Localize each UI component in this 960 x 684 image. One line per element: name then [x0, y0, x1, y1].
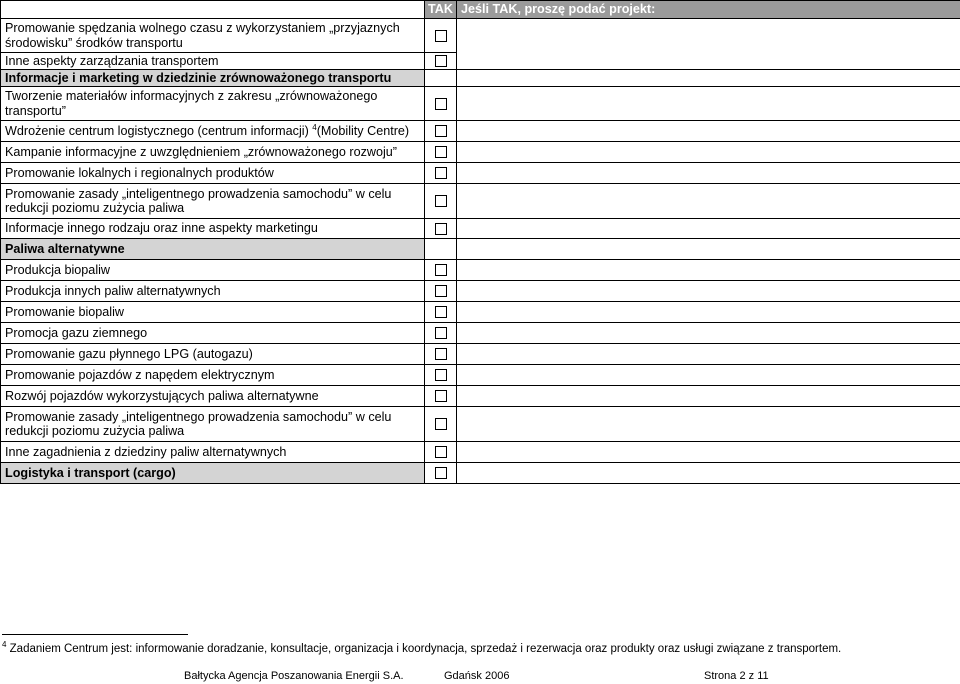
footnote [2, 642, 841, 656]
row-label [1, 184, 425, 219]
table-row [1, 87, 960, 121]
row-label-text: Promowanie pojazdów z napędem elektrycznym [5, 367, 275, 382]
tak-checkbox[interactable] [435, 223, 447, 235]
row-label [1, 442, 425, 463]
row-label [1, 87, 425, 121]
row-label-suffix: (Mobility Centre) [316, 123, 410, 138]
tak-checkbox[interactable] [435, 467, 447, 479]
project-input-cell[interactable] [457, 163, 960, 184]
section-label [1, 463, 425, 484]
tak-cell [425, 281, 457, 302]
footer-city-year: Gdańsk 2006 [444, 670, 510, 682]
table-row [1, 442, 960, 463]
project-input-cell[interactable] [457, 184, 960, 219]
row-label-text: Promowanie spędzania wolnego czasu z wykorzystaniem „przyjaznych środowisku” środków transportu [5, 21, 400, 50]
row-label-text: Paliwa alternatywne [5, 241, 125, 256]
tak-cell [425, 19, 457, 53]
row-label [1, 302, 425, 323]
row-label [1, 323, 425, 344]
tak-cell [425, 442, 457, 463]
footnote-separator [2, 634, 188, 635]
footnote-number: 4 [2, 640, 7, 649]
tak-cell [425, 344, 457, 365]
footer-organization: Bałtycka Agencja Poszanowania Energii S.A. [184, 670, 404, 682]
tak-cell [425, 302, 457, 323]
table-row [1, 19, 960, 53]
row-label-text: Inne aspekty zarządzania transportem [5, 53, 219, 68]
row-label-text: Produkcja innych paliw alternatywnych [5, 283, 221, 298]
tak-checkbox[interactable] [435, 369, 447, 381]
row-label [1, 281, 425, 302]
row-label-text: Promowanie biopaliw [5, 304, 125, 319]
table-row [1, 323, 960, 344]
table-row [1, 407, 960, 442]
row-label-text: Produkcja biopaliw [5, 262, 111, 277]
table-row [1, 365, 960, 386]
tak-cell [425, 121, 457, 142]
project-input-cell[interactable] [457, 19, 960, 70]
project-input-cell[interactable] [457, 121, 960, 142]
tak-cell [425, 260, 457, 281]
tak-cell [425, 386, 457, 407]
table-row [1, 121, 960, 142]
project-input-cell[interactable] [457, 365, 960, 386]
project-input-cell[interactable] [457, 87, 960, 121]
tak-checkbox[interactable] [435, 348, 447, 360]
tak-checkbox[interactable] [435, 55, 447, 67]
table-row [1, 163, 960, 184]
tak-checkbox[interactable] [435, 125, 447, 137]
project-input-cell[interactable] [457, 442, 960, 463]
table-row [1, 184, 960, 219]
row-label-text: Promowanie lokalnych i regionalnych produktów [5, 165, 274, 180]
row-label [1, 260, 425, 281]
section-row [1, 463, 960, 484]
row-label [1, 344, 425, 365]
footer-page-number: Strona 2 z 11 [704, 670, 769, 682]
section-label [1, 239, 425, 260]
tak-checkbox[interactable] [435, 30, 447, 42]
row-label [1, 163, 425, 184]
row-label-text: Promowanie zasady „inteligentnego prowadzenia samochodu” w celu redukcji poziomu zużycia paliwa [5, 186, 392, 215]
row-label-text: Rozwój pojazdów wykorzystujących paliwa alternatywne [5, 388, 319, 403]
row-label-text: Inne zagadnienia z dziedziny paliw alternatywnych [5, 444, 287, 459]
project-input-cell[interactable] [457, 463, 960, 484]
tak-cell [425, 53, 457, 70]
project-input-cell[interactable] [457, 323, 960, 344]
row-label-text: Logistyka i transport (cargo) [5, 465, 176, 480]
table-header-row [1, 1, 960, 19]
tak-cell [425, 163, 457, 184]
project-input-cell[interactable] [457, 386, 960, 407]
project-input-cell[interactable] [457, 70, 960, 87]
table-row [1, 302, 960, 323]
tak-checkbox[interactable] [435, 167, 447, 179]
tak-checkbox[interactable] [435, 390, 447, 402]
row-label-text: Tworzenie materiałów informacyjnych z zakresu „zrównoważonego transportu” [5, 89, 378, 118]
table-row [1, 344, 960, 365]
row-label [1, 121, 425, 142]
tak-checkbox[interactable] [435, 285, 447, 297]
table-row [1, 281, 960, 302]
tak-cell [425, 323, 457, 344]
tak-cell [425, 70, 457, 87]
row-label-text: Wdrożenie centrum logistycznego (centrum informacji) [5, 123, 309, 138]
row-label-text: Informacje innego rodzaju oraz inne aspekty marketingu [5, 221, 318, 236]
row-label [1, 365, 425, 386]
row-label-text: Informacje i marketing w dziedzinie zrównoważonego transportu [5, 70, 392, 85]
project-input-cell[interactable] [457, 344, 960, 365]
row-label [1, 219, 425, 239]
row-label [1, 142, 425, 163]
tak-cell [425, 219, 457, 239]
project-input-cell[interactable] [457, 219, 960, 239]
tak-cell [425, 407, 457, 442]
project-input-cell[interactable] [457, 142, 960, 163]
tak-checkbox[interactable] [435, 446, 447, 458]
row-label-text: Promowanie gazu płynnego LPG (autogazu) [5, 346, 253, 361]
project-input-cell[interactable] [457, 239, 960, 260]
section-row [1, 239, 960, 260]
row-label [1, 53, 425, 70]
row-label-text: Promowanie zasady „inteligentnego prowadzenia samochodu” w celu redukcji poziomu zużycia paliwa [5, 409, 392, 438]
tak-cell [425, 87, 457, 121]
row-label [1, 407, 425, 442]
footnote-text: Zadaniem Centrum jest: informowanie doradzanie, konsultacje, organizacja i koordynacja, sprzedaż i rezerwacja oraz produkty oraz usługi związane z transportem. [9, 643, 842, 655]
row-label [1, 386, 425, 407]
table-row [1, 260, 960, 281]
tak-checkbox[interactable] [435, 195, 447, 207]
table-body [1, 19, 960, 484]
tak-cell [425, 184, 457, 219]
tak-checkbox[interactable] [435, 264, 447, 276]
tak-checkbox[interactable] [435, 327, 447, 339]
header-tak: TAK [425, 1, 457, 19]
project-input-cell[interactable] [457, 407, 960, 442]
tak-cell [425, 239, 457, 260]
tak-cell [425, 365, 457, 386]
project-input-cell[interactable] [457, 281, 960, 302]
table-row [1, 219, 960, 239]
tak-checkbox[interactable] [435, 98, 447, 110]
table-row [1, 142, 960, 163]
section-label [1, 70, 425, 87]
row-label-text: Kampanie informacyjne z uwzględnieniem „zrównoważonego rozwoju” [5, 144, 397, 159]
project-input-cell[interactable] [457, 260, 960, 281]
footnote-ref: 4 [312, 122, 317, 132]
header-blank-cell [1, 1, 425, 19]
header-project-prompt: Jeśli TAK, proszę podać projekt: [457, 1, 960, 19]
project-input-cell[interactable] [457, 302, 960, 323]
row-label [1, 19, 425, 53]
tak-cell [425, 142, 457, 163]
tak-checkbox[interactable] [435, 146, 447, 158]
section-row [1, 70, 960, 87]
tak-checkbox[interactable] [435, 418, 447, 430]
tak-cell [425, 463, 457, 484]
row-label-text: Promocja gazu ziemnego [5, 325, 148, 340]
tak-checkbox[interactable] [435, 306, 447, 318]
table-row [1, 386, 960, 407]
